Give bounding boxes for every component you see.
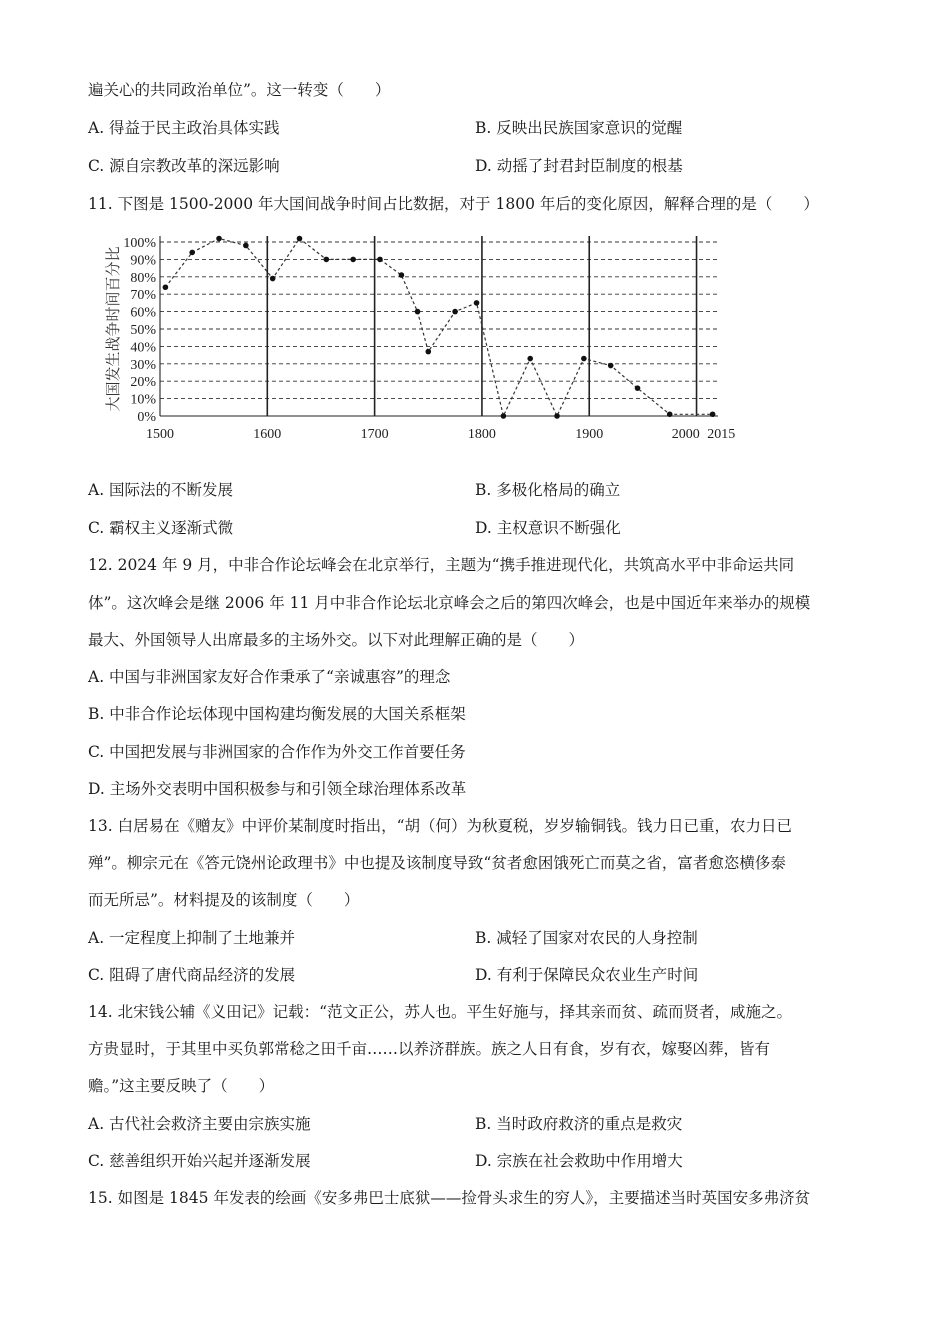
x-tick-label: 1600 [253, 427, 282, 442]
q10-option-a: A. 得益于民主政治具体实践 [88, 119, 280, 137]
q14-option-c: C. 慈善组织开始兴起并逐渐发展 [88, 1152, 311, 1170]
data-point [635, 385, 641, 391]
q14-stem-line-1: 14. 北宋钱公辅《义田记》记载：“范文正公，苏人也。平生好施与，择其亲而贫、疏而贤者，咸施之。 [88, 1003, 793, 1021]
data-point [189, 250, 195, 256]
y-tick-label: 100% [123, 236, 156, 251]
q13-stem-line-1: 13. 白居易在《赠友》中评价某制度时指出，“胡（何）为秋夏税，岁岁输铜钱。钱力日已重，农力日已 [88, 817, 793, 835]
data-point [710, 411, 716, 417]
data-point [474, 300, 480, 306]
q13-option-d: D. 有利于保障民众农业生产时间 [475, 966, 699, 984]
y-axis-title: 大国发生战争时间百分比 [104, 246, 122, 412]
q13-stem-line-3: 而无所忌”。材料提及的该制度（ ） [88, 891, 360, 909]
data-point [667, 411, 673, 417]
q10-stem-tail: 遍关心的共同政治单位”。这一转变（ ） [88, 81, 391, 99]
q13-option-c: C. 阻碍了唐代商品经济的发展 [88, 966, 296, 984]
data-point [581, 356, 587, 362]
data-point [425, 349, 431, 355]
data-point [399, 272, 405, 278]
q14-option-d: D. 宗族在社会救助中作用增大 [475, 1152, 683, 1170]
q15-stem-line-1: 15. 如图是 1845 年发表的绘画《安多弗巴士底狱——捡骨头求生的穷人》，主要描述当时英国安多弗济贫 [88, 1189, 811, 1207]
data-point [501, 413, 507, 419]
data-point [415, 309, 421, 315]
data-point [216, 236, 222, 242]
x-tick-label: 1900 [575, 427, 604, 442]
q12-stem-line-1: 12. 2024 年 9 月，中非合作论坛峰会在北京举行，主题为“携手推进现代化，共筑高水平中非命运共同 [88, 556, 795, 574]
y-tick-label: 70% [130, 288, 156, 304]
q10-option-d: D. 动摇了封君封臣制度的根基 [475, 157, 683, 175]
y-tick-label: 60% [130, 305, 156, 321]
q14-stem-line-3: 赡。”这主要反映了（ ） [88, 1077, 275, 1095]
q12-option-a: A. 中国与非洲国家友好合作秉承了“亲诚惠容”的理念 [88, 668, 451, 686]
q11-stem: 11. 下图是 1500-2000 年大国间战争时间占比数据，对于 1800 年后的变化原因，解释合理的是（ ） [88, 195, 819, 213]
x-tick-label: 1800 [467, 427, 496, 442]
y-tick-label: 10% [130, 392, 156, 408]
q14-option-a: A. 古代社会救济主要由宗族实施 [88, 1115, 311, 1133]
data-point [324, 257, 330, 263]
q11-option-a: A. 国际法的不断发展 [88, 481, 234, 499]
data-point [270, 276, 276, 282]
q12-stem-line-3: 最大、外国领导人出席最多的主场外交。以下对此理解正确的是（ ） [88, 631, 585, 649]
war-percentage-chart [98, 228, 738, 450]
q13-stem-line-2: 殚”。柳宗元在《答元饶州论政理书》中也提及该制度导致“贫者愈困饿死亡而莫之省，富者愈恣横侈泰 [88, 854, 786, 872]
q14-stem-line-2: 方贵显时，于其里中买负郭常稔之田千亩……以养济群族。族之人日有食，岁有衣，嫁娶凶葬，皆有 [88, 1040, 771, 1058]
y-tick-label: 30% [130, 357, 156, 373]
q14-option-b: B. 当时政府救济的重点是救灾 [475, 1115, 683, 1133]
series-line [165, 239, 712, 417]
data-point [350, 257, 356, 263]
q12-option-b: B. 中非合作论坛体现中国构建均衡发展的大国关系框架 [88, 705, 466, 723]
q12-option-d: D. 主场外交表明中国积极参与和引领全球治理体系改革 [88, 780, 467, 798]
y-tick-label: 0% [137, 410, 156, 425]
q12-option-c: C. 中国把发展与非洲国家的合作作为外交工作首要任务 [88, 743, 466, 761]
data-point [297, 236, 303, 242]
q13-option-b: B. 减轻了国家对农民的人身控制 [475, 929, 698, 947]
x-tick-label: 2000 [671, 427, 700, 442]
y-tick-label: 50% [130, 323, 156, 338]
q11-option-d: D. 主权意识不断强化 [475, 519, 621, 537]
q13-option-a: A. 一定程度上抑制了土地兼并 [88, 929, 296, 947]
y-tick-label: 80% [130, 270, 156, 286]
data-point [243, 243, 249, 249]
q11-option-c: C. 霸权主义逐渐式微 [88, 519, 234, 537]
data-point [377, 257, 383, 263]
q12-stem-line-2: 体”。这次峰会是继 2006 年 11 月中非合作论坛北京峰会之后的第四次峰会，也是中国近年来举办的规模 [88, 594, 811, 612]
x-tick-label: 2015 [707, 427, 736, 442]
y-tick-label: 40% [130, 340, 156, 356]
data-point [554, 413, 560, 419]
war-percentage-chart-svg [98, 228, 738, 450]
q11-option-b: B. 多极化格局的确立 [475, 481, 621, 499]
data-point [163, 284, 169, 290]
q10-option-c: C. 源自宗教改革的深远影响 [88, 157, 280, 175]
y-tick-label: 90% [130, 253, 156, 269]
x-tick-label: 1700 [360, 427, 389, 442]
data-point [608, 363, 614, 369]
data-point [452, 309, 458, 315]
q10-option-b: B. 反映出民族国家意识的觉醒 [475, 119, 683, 137]
data-point [527, 356, 533, 362]
x-tick-label: 1500 [146, 427, 174, 442]
y-tick-label: 20% [130, 375, 156, 391]
